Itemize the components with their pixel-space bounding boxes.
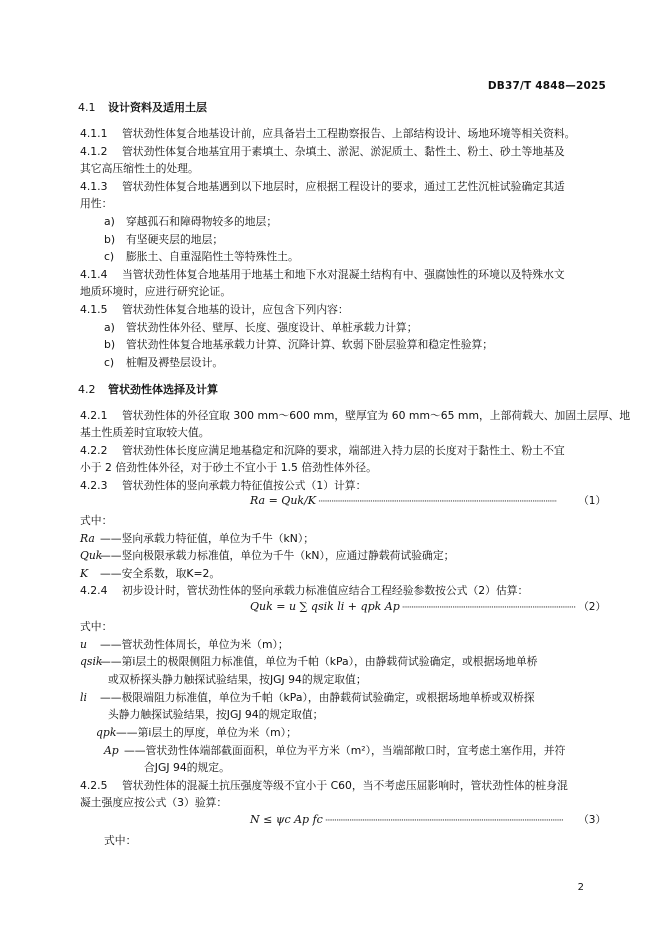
clause-4-1-5: 4.1.5 管状劲性体复合地基的设计，应包含下列内容：: [80, 303, 349, 316]
definition-k: K ——安全系数，取K=2。: [80, 567, 221, 580]
definition-u: u ——管状劲性体周长，单位为米（m）；: [80, 638, 289, 651]
definition-ap: Ap ——管状劲性体端部截面面积，单位为平方米（m²），当端部敞口时，宜考虑土塞作用，并符: [104, 744, 566, 757]
section-4-1-heading: 4.1 设计资料及适用土层: [78, 101, 207, 114]
clause-4-2-2-cont: 小于 2 倍劲性体外径，对于砂土不宜小于 1.5 倍劲性体外径。: [80, 461, 377, 474]
definition-li-cont: 头静力触探试验结果，按JGJ 94的规定取值；: [108, 708, 324, 721]
clause-4-2-1-cont: 基土性质差时宜取较大值。: [80, 426, 210, 439]
clause-4-1-1: 4.1.1 管状劲性体复合地基设计前，应具备岩土工程勘察报告、上部结构设计、场地环境等相关资料。: [80, 127, 576, 140]
clause-4-2-4: 4.2.4 初步设计时，管状劲性体的竖向承载力标准值应结合工程经验参数按公式（2）估算：: [80, 584, 529, 597]
where-label: 式中：: [80, 620, 113, 633]
definition-li: li ——极限端阻力标准值，单位为千帕（kPa），由静载荷试验确定，或根据场地单桥或双桥探: [80, 691, 535, 704]
clause-4-1-2-cont: 其它高压缩性土的处理。: [80, 162, 199, 175]
formula-3: [250, 813, 606, 828]
clause-4-1-3-cont: 用性：: [80, 197, 113, 210]
clause-4-2-3: 4.2.3 管状劲性体的竖向承载力特征值按公式（1）计算：: [80, 479, 367, 492]
clause-4-1-4-cont: 地质环境时，应进行研究论证。: [80, 285, 232, 298]
page-number: 2: [577, 882, 584, 893]
list-item: a) 穿越孤石和障碍物较多的地层；: [104, 215, 278, 228]
clause-4-1-2: 4.1.2 管状劲性体复合地基宜用于素填土、杂填土、淤泥、淤泥质土、黏性土、粉土、砂土等地基及: [80, 145, 565, 158]
list-item: c) 桩帽及褥垫层设计。: [104, 356, 224, 369]
definition-qsik: qsik——第i层土的极限侧阻力标准值，单位为千帕（kPa），由静载荷试验确定，或根据场地单桥: [80, 655, 538, 668]
formula-3-number: （3）: [578, 814, 606, 826]
clause-4-1-3: 4.1.3 管状劲性体复合地基遇到以下地层时，应根据工程设计的要求，通过工艺性沉桩试验确定其适: [80, 180, 565, 193]
definition-qpk: qpk——第i层土的厚度，单位为米（m）；: [96, 726, 297, 739]
definition-quk: Quk——竖向极限承载力标准值，单位为千牛（kN），应通过静载荷试验确定；: [80, 549, 455, 562]
formula-1-number: （1）: [578, 495, 606, 507]
where-label: 式中：: [80, 514, 113, 527]
definition-qsik-cont: 或双桥探头静力触探试验结果，按JGJ 94的规定取值；: [108, 673, 367, 686]
section-4-2-heading: 4.2 管状劲性体选择及计算: [78, 383, 218, 396]
formula-2-number: （2）: [578, 601, 606, 613]
clause-4-2-5-cont: 凝土强度应按公式（3）验算：: [80, 796, 228, 809]
formula-2: [250, 600, 606, 615]
list-item: b) 管状劲性体复合地基承载力计算、沉降计算、软弱下卧层验算和稳定性验算；: [104, 338, 494, 351]
clause-4-1-4: 4.1.4 当管状劲性体复合地基用于地基土和地下水对混凝土结构有中、强腐蚀性的环境以及特殊水文: [80, 268, 565, 281]
where-label: 式中：: [104, 834, 137, 847]
formula-1: [250, 494, 606, 509]
list-item: b) 有坚硬夹层的地层；: [104, 233, 224, 246]
document-code: DB37/T 4848—2025: [487, 80, 606, 92]
definition-ap-cont: 合JGJ 94的规定。: [144, 761, 230, 774]
definition-ra: Ra ——竖向承载力特征值，单位为千牛（kN）；: [80, 532, 315, 545]
list-item: c) 膨胀土、自重湿陷性土等特殊性土。: [104, 250, 299, 263]
clause-4-2-1: 4.2.1 管状劲性体的外径宜取 300 mm～600 mm，壁厚宜为 60 mm～65 mm，上部荷载大、加固土层厚、地: [80, 409, 631, 422]
formula-2-expression: Quk = u ∑ qsik li + qpk Ap: [250, 600, 400, 613]
formula-1-expression: Ra = Quk/K: [250, 494, 316, 507]
clause-4-2-5: 4.2.5 管状劲性体的混凝土抗压强度等级不宜小于 C60，当不考虑压屈影响时，管状劲性体的桩身混: [80, 779, 568, 792]
clause-4-2-2: 4.2.2 管状劲性体长度应满足地基稳定和沉降的要求，端部进入持力层的长度对于黏性土、粉土不宜: [80, 444, 565, 457]
formula-3-expression: N ≤ ψc Ap fc: [250, 813, 323, 826]
list-item: a) 管状劲性体外径、壁厚、长度、强度设计、单桩承载力计算；: [104, 321, 418, 334]
